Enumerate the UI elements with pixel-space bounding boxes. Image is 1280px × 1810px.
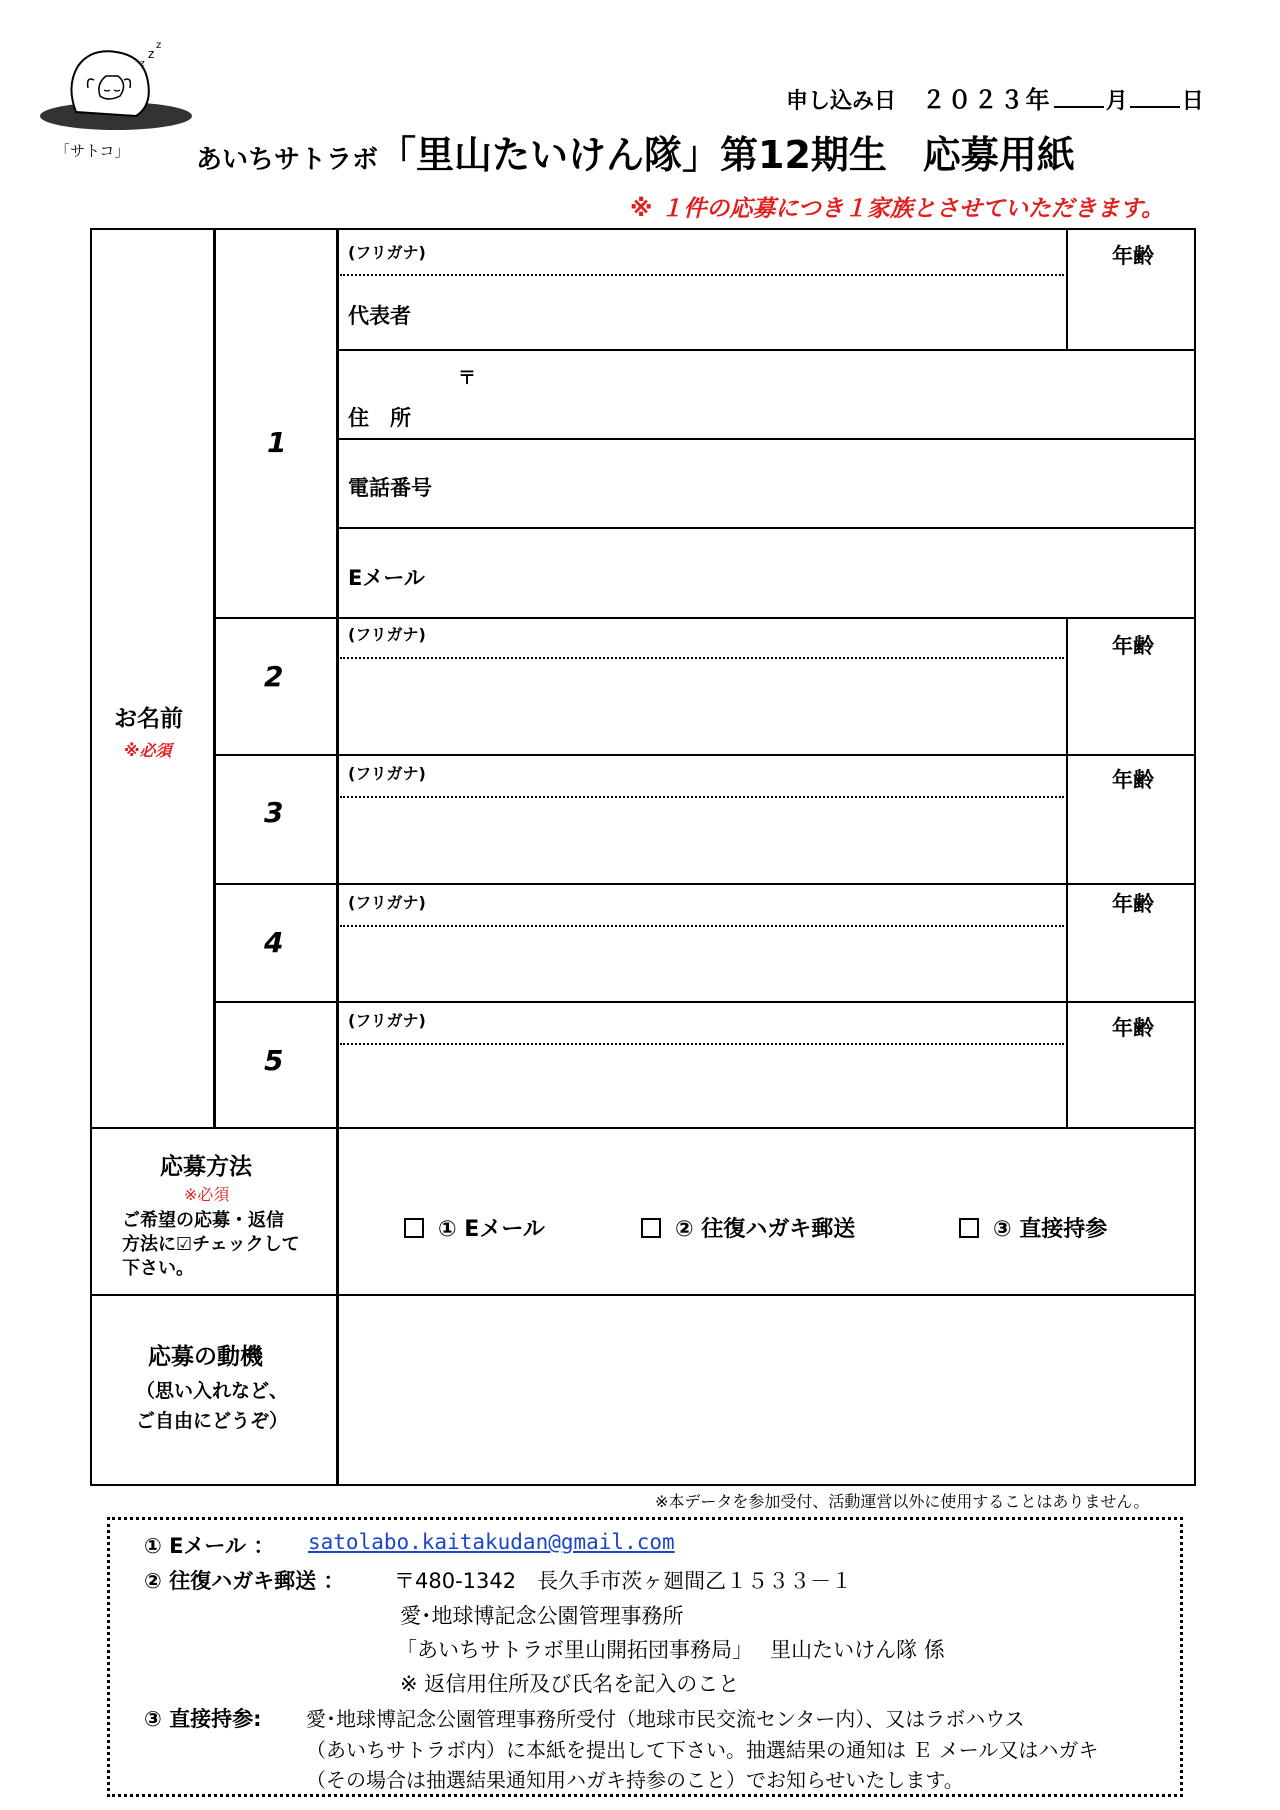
name-field-4[interactable] <box>340 928 1064 1000</box>
method-required-mark: ※必須 <box>184 1185 230 1204</box>
mail-address-line-3: 「あいちサトラボ里山開拓団事務局」 里山たいけん隊 係 <box>396 1638 945 1662</box>
name-field-5[interactable] <box>340 1046 1064 1126</box>
motivation-title: 応募の動機 <box>148 1344 263 1370</box>
method-title: 応募方法 <box>160 1154 252 1180</box>
mail-address-line-2: 愛･地球博記念公園管理事務所 <box>400 1604 684 1628</box>
name-required-mark: ※必須 <box>124 741 172 760</box>
representative-name-field[interactable] <box>340 278 1064 348</box>
age-label-4: 年齢 <box>1112 892 1154 916</box>
name-field-3[interactable] <box>340 799 1064 881</box>
person-number-2: 2 <box>264 660 284 693</box>
motivation-field[interactable] <box>340 1297 1194 1485</box>
furigana-label-4: (フリガナ) <box>348 893 426 912</box>
phone-field[interactable] <box>472 441 1192 525</box>
email-method-head: ① Eメール ： <box>144 1534 275 1558</box>
phone-label: 電話番号 <box>348 476 432 500</box>
direct-line-1: 愛･地球博記念公園管理事務所受付（地球市民交流センター内）、又はラボハウス <box>306 1707 1025 1731</box>
person-number-5: 5 <box>264 1044 284 1077</box>
program-title: 「里山たいけん隊」第12期生 <box>378 133 887 177</box>
one-family-notice: ※ １件の応募につき１家族とさせていただきます。 <box>630 196 1165 222</box>
form-title: 応募用紙 <box>922 133 1075 177</box>
privacy-note: ※本データを参加受付、活動運営以外に使用することはありません。 <box>655 1492 1150 1511</box>
date-month: 月 <box>1105 89 1128 114</box>
person-number-4: 4 <box>264 926 284 959</box>
application-date <box>786 80 1204 115</box>
mascot-caption: 「サトコ」 <box>55 142 130 160</box>
day-blank[interactable] <box>1130 88 1180 108</box>
svg-text:z: z <box>140 59 145 69</box>
person-number-1: 1 <box>267 426 287 459</box>
motivation-note-1: （思い入れなど、 <box>136 1380 289 1402</box>
application-form <box>90 228 1196 1486</box>
month-blank[interactable] <box>1054 88 1104 108</box>
direct-line-3: （その場合は抽選結果通知用ハガキ持参のこと）でお知らせいたします。 <box>306 1768 964 1792</box>
email-field[interactable] <box>472 530 1192 615</box>
address-label: 住 所 <box>348 406 411 430</box>
mail-method-head: ② 往復ハガキ郵送 ： <box>144 1569 345 1593</box>
method-option-direct[interactable]: ③ 直接持参 <box>959 1212 1107 1243</box>
checkbox-email[interactable] <box>404 1218 424 1238</box>
method-option-postcard[interactable]: ② 往復ハガキ郵送 <box>641 1212 855 1243</box>
furigana-label-1: (フリガナ) <box>348 243 426 262</box>
person-number-3: 3 <box>264 796 284 829</box>
name-field-2[interactable] <box>340 660 1064 752</box>
email-label: Eメール <box>348 566 425 590</box>
page-title <box>196 124 1075 179</box>
email-address-link[interactable]: satolabo.kaitakudan@gmail.com <box>308 1530 675 1554</box>
method-instruction-3: 下さい。 <box>122 1258 194 1279</box>
name-section-label: お名前 <box>114 706 183 732</box>
motivation-note-2: ご自由にどうぞ） <box>136 1410 289 1432</box>
representative-label: 代表者 <box>348 304 411 328</box>
satoko-mascot-icon <box>36 36 196 136</box>
age-label-3: 年齢 <box>1112 768 1154 792</box>
postal-mark: 〒 <box>458 368 476 389</box>
address-field[interactable] <box>472 352 1192 436</box>
org-name: あいちサトラボ <box>196 145 379 175</box>
checkbox-direct[interactable] <box>959 1218 979 1238</box>
svg-text:z: z <box>148 47 155 61</box>
submission-info-box <box>107 1517 1183 1797</box>
date-label: 申し込み日 <box>786 89 897 114</box>
age-label-5: 年齢 <box>1112 1016 1154 1040</box>
mail-address-line-4: ※ 返信用住所及び氏名を記入のこと <box>400 1672 740 1696</box>
furigana-label-3: (フリガナ) <box>348 764 426 783</box>
direct-method-head: ③ 直接持参: <box>144 1707 262 1731</box>
date-day: 日 <box>1181 89 1204 114</box>
mail-address-line-1: 〒480-1342 長久手市茨ヶ廻間乙１５３３－１ <box>394 1569 853 1593</box>
age-label-1: 年齢 <box>1112 244 1154 268</box>
method-instruction-2: 方法に☑チェックして <box>122 1234 300 1255</box>
svg-text:z: z <box>156 40 162 51</box>
furigana-label-5: (フリガナ) <box>348 1011 426 1030</box>
direct-line-2: （あいちサトラボ内）に本紙を提出して下さい。抽選結果の通知は Ｅ メール又はハガキ <box>306 1738 1099 1762</box>
method-option-email[interactable]: ① Eメール <box>404 1212 545 1243</box>
method-instruction-1: ご希望の応募・返信 <box>122 1210 284 1231</box>
age-label-2: 年齢 <box>1112 634 1154 658</box>
age-field-1[interactable] <box>1068 270 1196 348</box>
date-year: ２０２３年 <box>921 86 1052 114</box>
furigana-label-2: (フリガナ) <box>348 625 426 644</box>
checkbox-postcard[interactable] <box>641 1218 661 1238</box>
